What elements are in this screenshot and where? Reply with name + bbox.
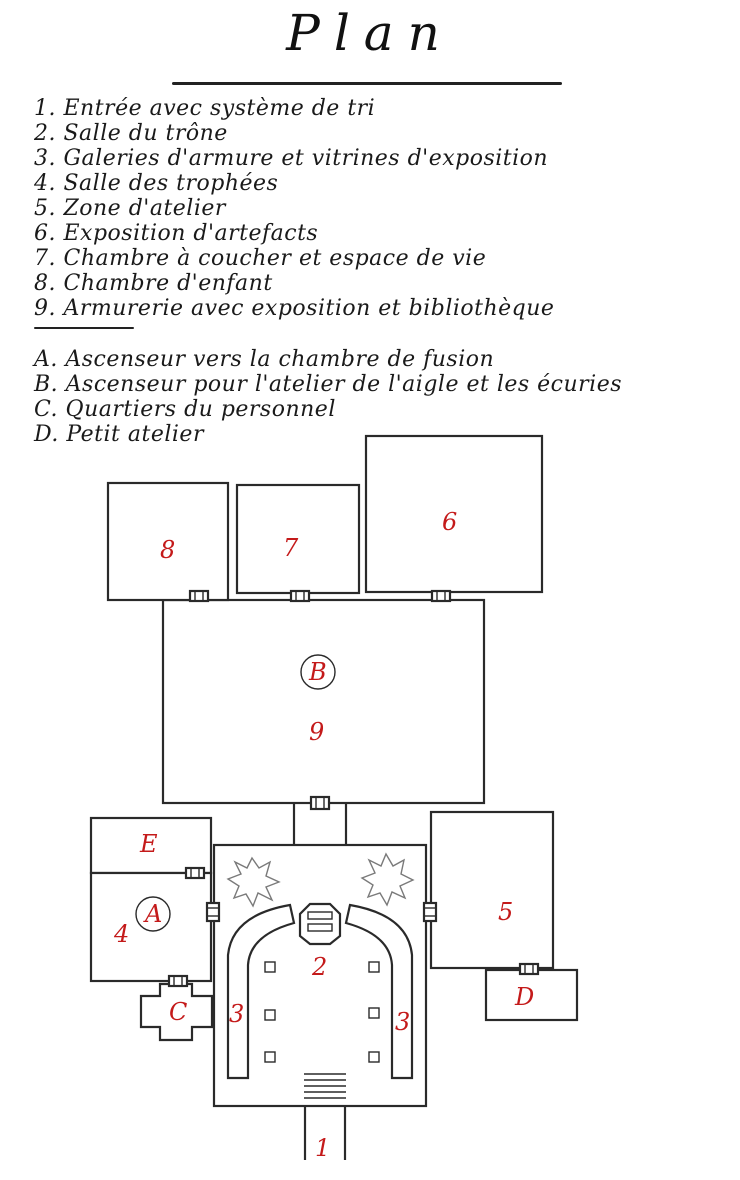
door-e-4 (186, 868, 204, 878)
label-room-d: D (515, 983, 535, 1011)
throne (300, 904, 340, 944)
label-room-7: 7 (283, 534, 299, 562)
legend-item-1: 1. Entrée avec système de tri (34, 96, 376, 121)
door-5-d (520, 964, 538, 974)
door-7-9 (291, 591, 309, 601)
door-4-c (169, 976, 187, 986)
legend-item-2: 2. Salle du trône (34, 121, 228, 146)
door-8-9 (190, 591, 208, 601)
legend-item-7: 7. Chambre à coucher et espace de vie (34, 246, 487, 271)
legend-item-6: 6. Exposition d'artefacts (34, 221, 319, 246)
label-elevator-a: A (145, 900, 163, 928)
label-room-4: 4 (114, 920, 130, 948)
door-5-2 (424, 903, 436, 921)
door-6-9 (432, 591, 450, 601)
legend-item-8: 8. Chambre d'enfant (34, 271, 273, 296)
legend-item-3: 3. Galeries d'armure et vitrines d'exposition (34, 146, 549, 171)
room-9-armory (163, 600, 484, 803)
legend-item-5: 5. Zone d'atelier (34, 196, 226, 221)
door-4-2 (207, 903, 219, 921)
label-elevator-b: B (309, 658, 327, 686)
page-title: Plan (286, 4, 454, 62)
door-9-2 (311, 797, 329, 809)
label-room-e: E (140, 830, 158, 858)
room-5-workshop (431, 812, 553, 968)
legend-item-c: C. Quartiers du personnel (34, 397, 336, 422)
legend-item-a: A. Ascenseur vers la chambre de fusion (34, 347, 495, 372)
legend-item-4: 4. Salle des trophées (34, 171, 279, 196)
label-room-6: 6 (442, 508, 458, 536)
label-room-3-left: 3 (229, 1000, 245, 1028)
label-room-2: 2 (312, 953, 328, 981)
legend-item-b: B. Ascenseur pour l'atelier de l'aigle et les écuries (34, 372, 623, 397)
legend-item-9: 9. Armurerie avec exposition et bibliothèque (34, 296, 555, 321)
label-room-9: 9 (309, 718, 325, 746)
label-room-8: 8 (160, 536, 176, 564)
label-room-c: C (169, 998, 188, 1026)
legend-item-d: D. Petit atelier (34, 422, 204, 447)
label-room-3-right: 3 (395, 1008, 411, 1036)
label-room-1: 1 (315, 1134, 331, 1162)
label-room-5: 5 (498, 898, 514, 926)
